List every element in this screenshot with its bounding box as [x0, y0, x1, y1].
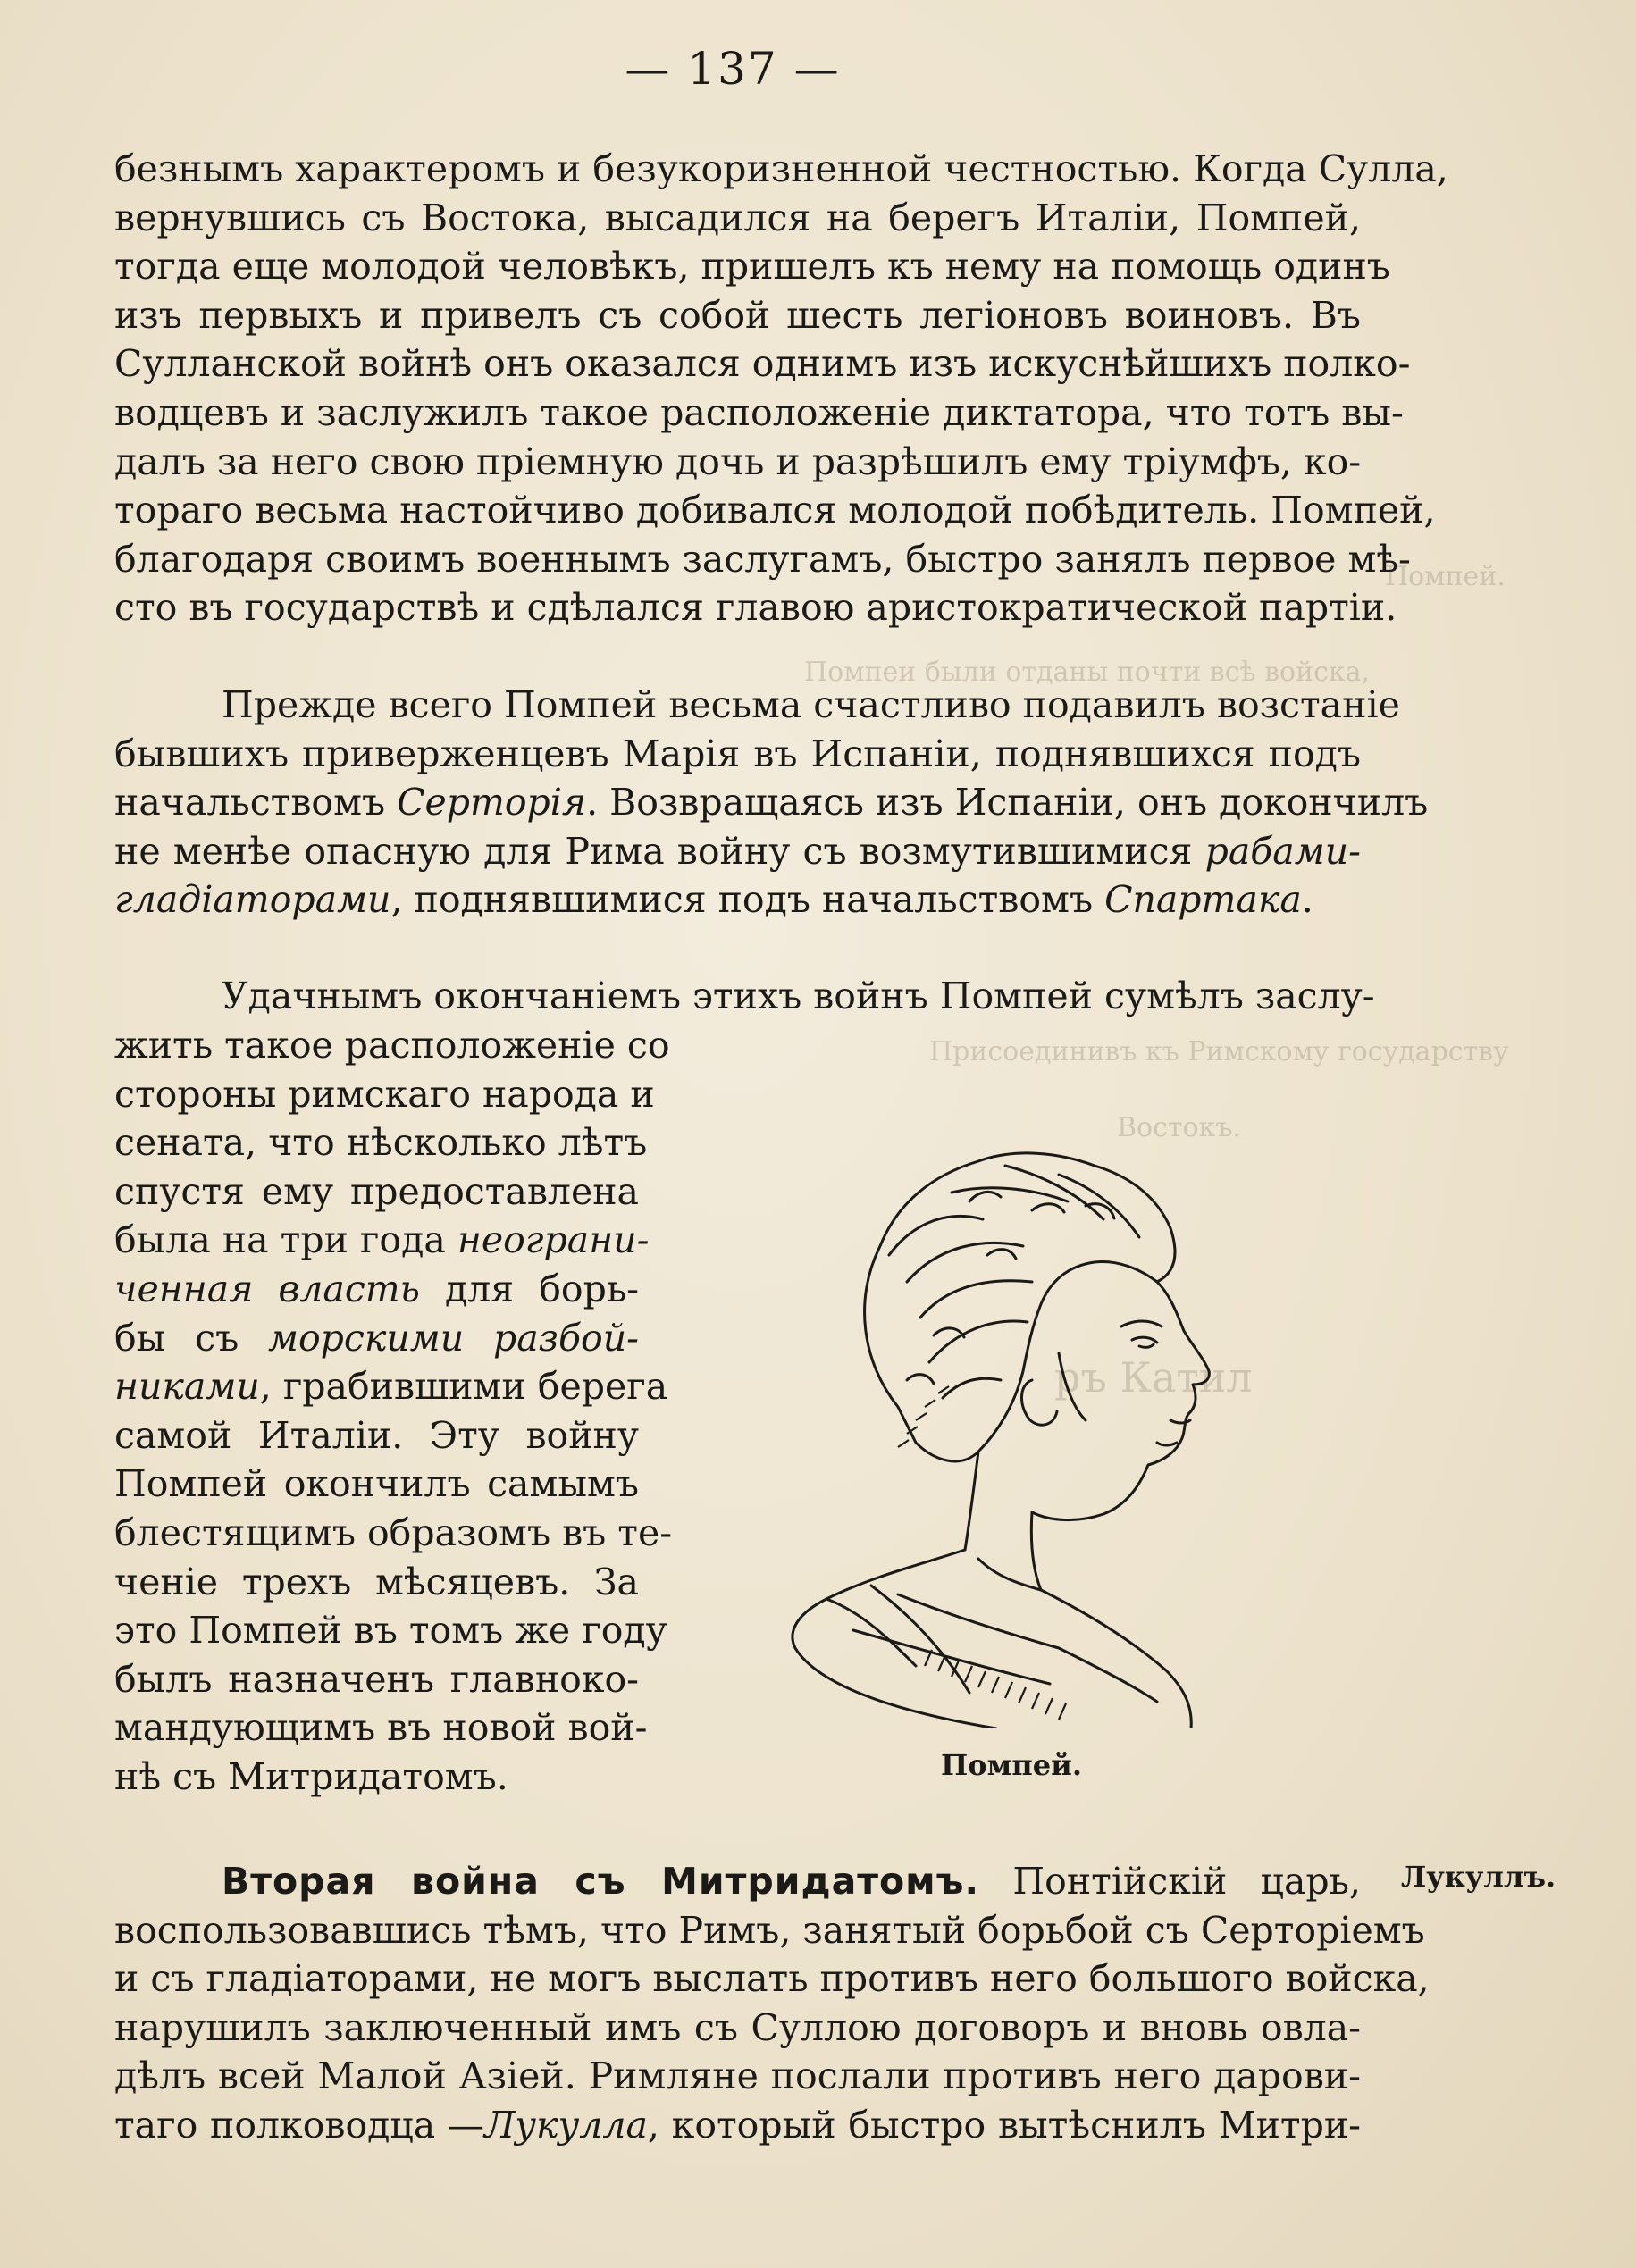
text-line: благодаря своимъ военнымъ заслугамъ, быстро занялъ первое мѣ- — [114, 537, 1411, 581]
text-line: гладіаторами, поднявшимися подъ начальствомъ Спартака. — [114, 878, 1313, 922]
text-line: никами, грабившими берега — [114, 1365, 668, 1409]
text-line: сената, что нѣсколько лѣтъ — [114, 1121, 648, 1165]
section-heading: Вторая война съ Митридатомъ. — [222, 1860, 980, 1903]
italic-term: никами — [114, 1365, 260, 1409]
text-line: тогда еще молодой человѣкъ, пришелъ къ нему на помощь одинъ — [114, 245, 1390, 289]
text-line: не менѣе опасную для Рима войну съ возмутившимися рабами- — [114, 829, 1361, 873]
pompey-portrait-illustration — [764, 1112, 1246, 1728]
italic-name: Серторія — [397, 781, 587, 824]
text-line: спустя ему предоставлена — [114, 1169, 639, 1213]
text-line: нарушилъ заключенный имъ съ Суллою договоръ и вновь овла- — [114, 2005, 1361, 2049]
text-line: далъ за него свою пріемную дочь и разрѣшилъ ему тріумфъ, ко- — [114, 439, 1362, 483]
text-line: начальствомъ Серторія. Возвращаясь изъ Испаніи, онъ докончилъ — [114, 781, 1429, 824]
italic-term: гладіаторами — [114, 878, 391, 922]
italic-term: рабами- — [1204, 829, 1361, 873]
paragraph-1 — [114, 145, 1448, 632]
text-line: и съ гладіаторами, не могъ выслать противъ него большого войска, — [114, 1957, 1430, 2001]
text-line: нѣ съ Митридатомъ. — [114, 1754, 508, 1798]
text-line: дѣлъ всей Малой Азіей. Римляне послали противъ него дарови- — [114, 2055, 1361, 2098]
show-through-text: Присоединивъ къ Римскому государству — [929, 1036, 1509, 1067]
italic-name: Лукулла — [483, 2103, 648, 2147]
paragraph-3 — [114, 972, 1375, 1021]
text-line: бы съ морскими разбой- — [114, 1316, 639, 1360]
text-line: былъ назначенъ главноко- — [114, 1657, 639, 1701]
portrait-caption: Помпей. — [941, 1748, 1083, 1782]
text-line: тораго весьма настойчиво добивался молодой побѣдитель. Помпей, — [114, 489, 1436, 532]
show-through-text: Помпей. — [1385, 561, 1506, 592]
text-line: воспользовавшись тѣмъ, что Римъ, занятый борьбой съ Серторіемъ — [114, 1908, 1425, 1952]
text-line: Вторая война съ Митридатомъ. Понтійскій царь, — [222, 1860, 1361, 1903]
text-line: мандующимъ въ новой вой- — [114, 1706, 648, 1750]
text-line: стороны римскаго народа и — [114, 1072, 655, 1116]
text-line: ченная власть для борь- — [114, 1267, 639, 1310]
text-line: Удачнымъ окончаніемъ этихъ войнъ Помпей сумѣлъ заслу- — [222, 975, 1375, 1017]
italic-term: ченная власть — [114, 1267, 420, 1310]
text-line: сто въ государствѣ и сдѣлался главою аристократической партіи. — [114, 586, 1397, 630]
paragraph-4 — [114, 1857, 1430, 2150]
text-line: Сулланской войнѣ онъ оказался однимъ изъ искуснѣйшихъ полко- — [114, 342, 1411, 386]
text-line: ченіе трехъ мѣсяцевъ. За — [114, 1560, 639, 1603]
text-line: изъ первыхъ и привелъ съ собой шесть легіоновъ воиновъ. Въ — [114, 293, 1361, 337]
text-line: Прежде всего Помпей весьма счастливо подавилъ возстаніе — [222, 683, 1400, 726]
text-line: таго полководца —Лукулла, который быстро вытѣснилъ Митри- — [114, 2103, 1361, 2147]
paragraph-2 — [114, 681, 1429, 925]
text-line: жить такое расположеніе со — [114, 1024, 670, 1067]
text-line: самой Италіи. Эту войну — [114, 1413, 639, 1457]
italic-term: морскими разбой- — [267, 1316, 639, 1360]
margin-note: Лукуллъ. — [1401, 1860, 1556, 1894]
paragraph-3-column — [114, 1021, 673, 1802]
page-number: — 137 — — [625, 43, 841, 95]
italic-term: неограни- — [457, 1218, 650, 1262]
text-line: безнымъ характеромъ и безукоризненной честностью. Когда Сулла, — [114, 147, 1448, 190]
italic-name: Спартака — [1104, 878, 1302, 922]
text-line: это Помпей въ томъ же году — [114, 1609, 667, 1653]
text-line: блестящимъ образомъ въ те- — [114, 1511, 673, 1554]
text-line: была на три года неограни- — [114, 1218, 650, 1262]
show-through-text: ръ Катил — [1054, 1353, 1253, 1402]
show-through-text: Помпеи были отданы почти всѣ войска, — [804, 657, 1371, 688]
text-line: водцевъ и заслужилъ такое расположеніе диктатора, что тотъ вы- — [114, 390, 1404, 434]
text-line: вернувшись съ Востока, высадился на берегъ Италіи, Помпей, — [114, 196, 1361, 239]
text-line: Помпей окончилъ самымъ — [114, 1462, 639, 1506]
show-through-text: Востокъ. — [1117, 1112, 1241, 1143]
text-line: бывшихъ приверженцевъ Марія въ Испаніи, поднявшихся подъ — [114, 732, 1361, 775]
